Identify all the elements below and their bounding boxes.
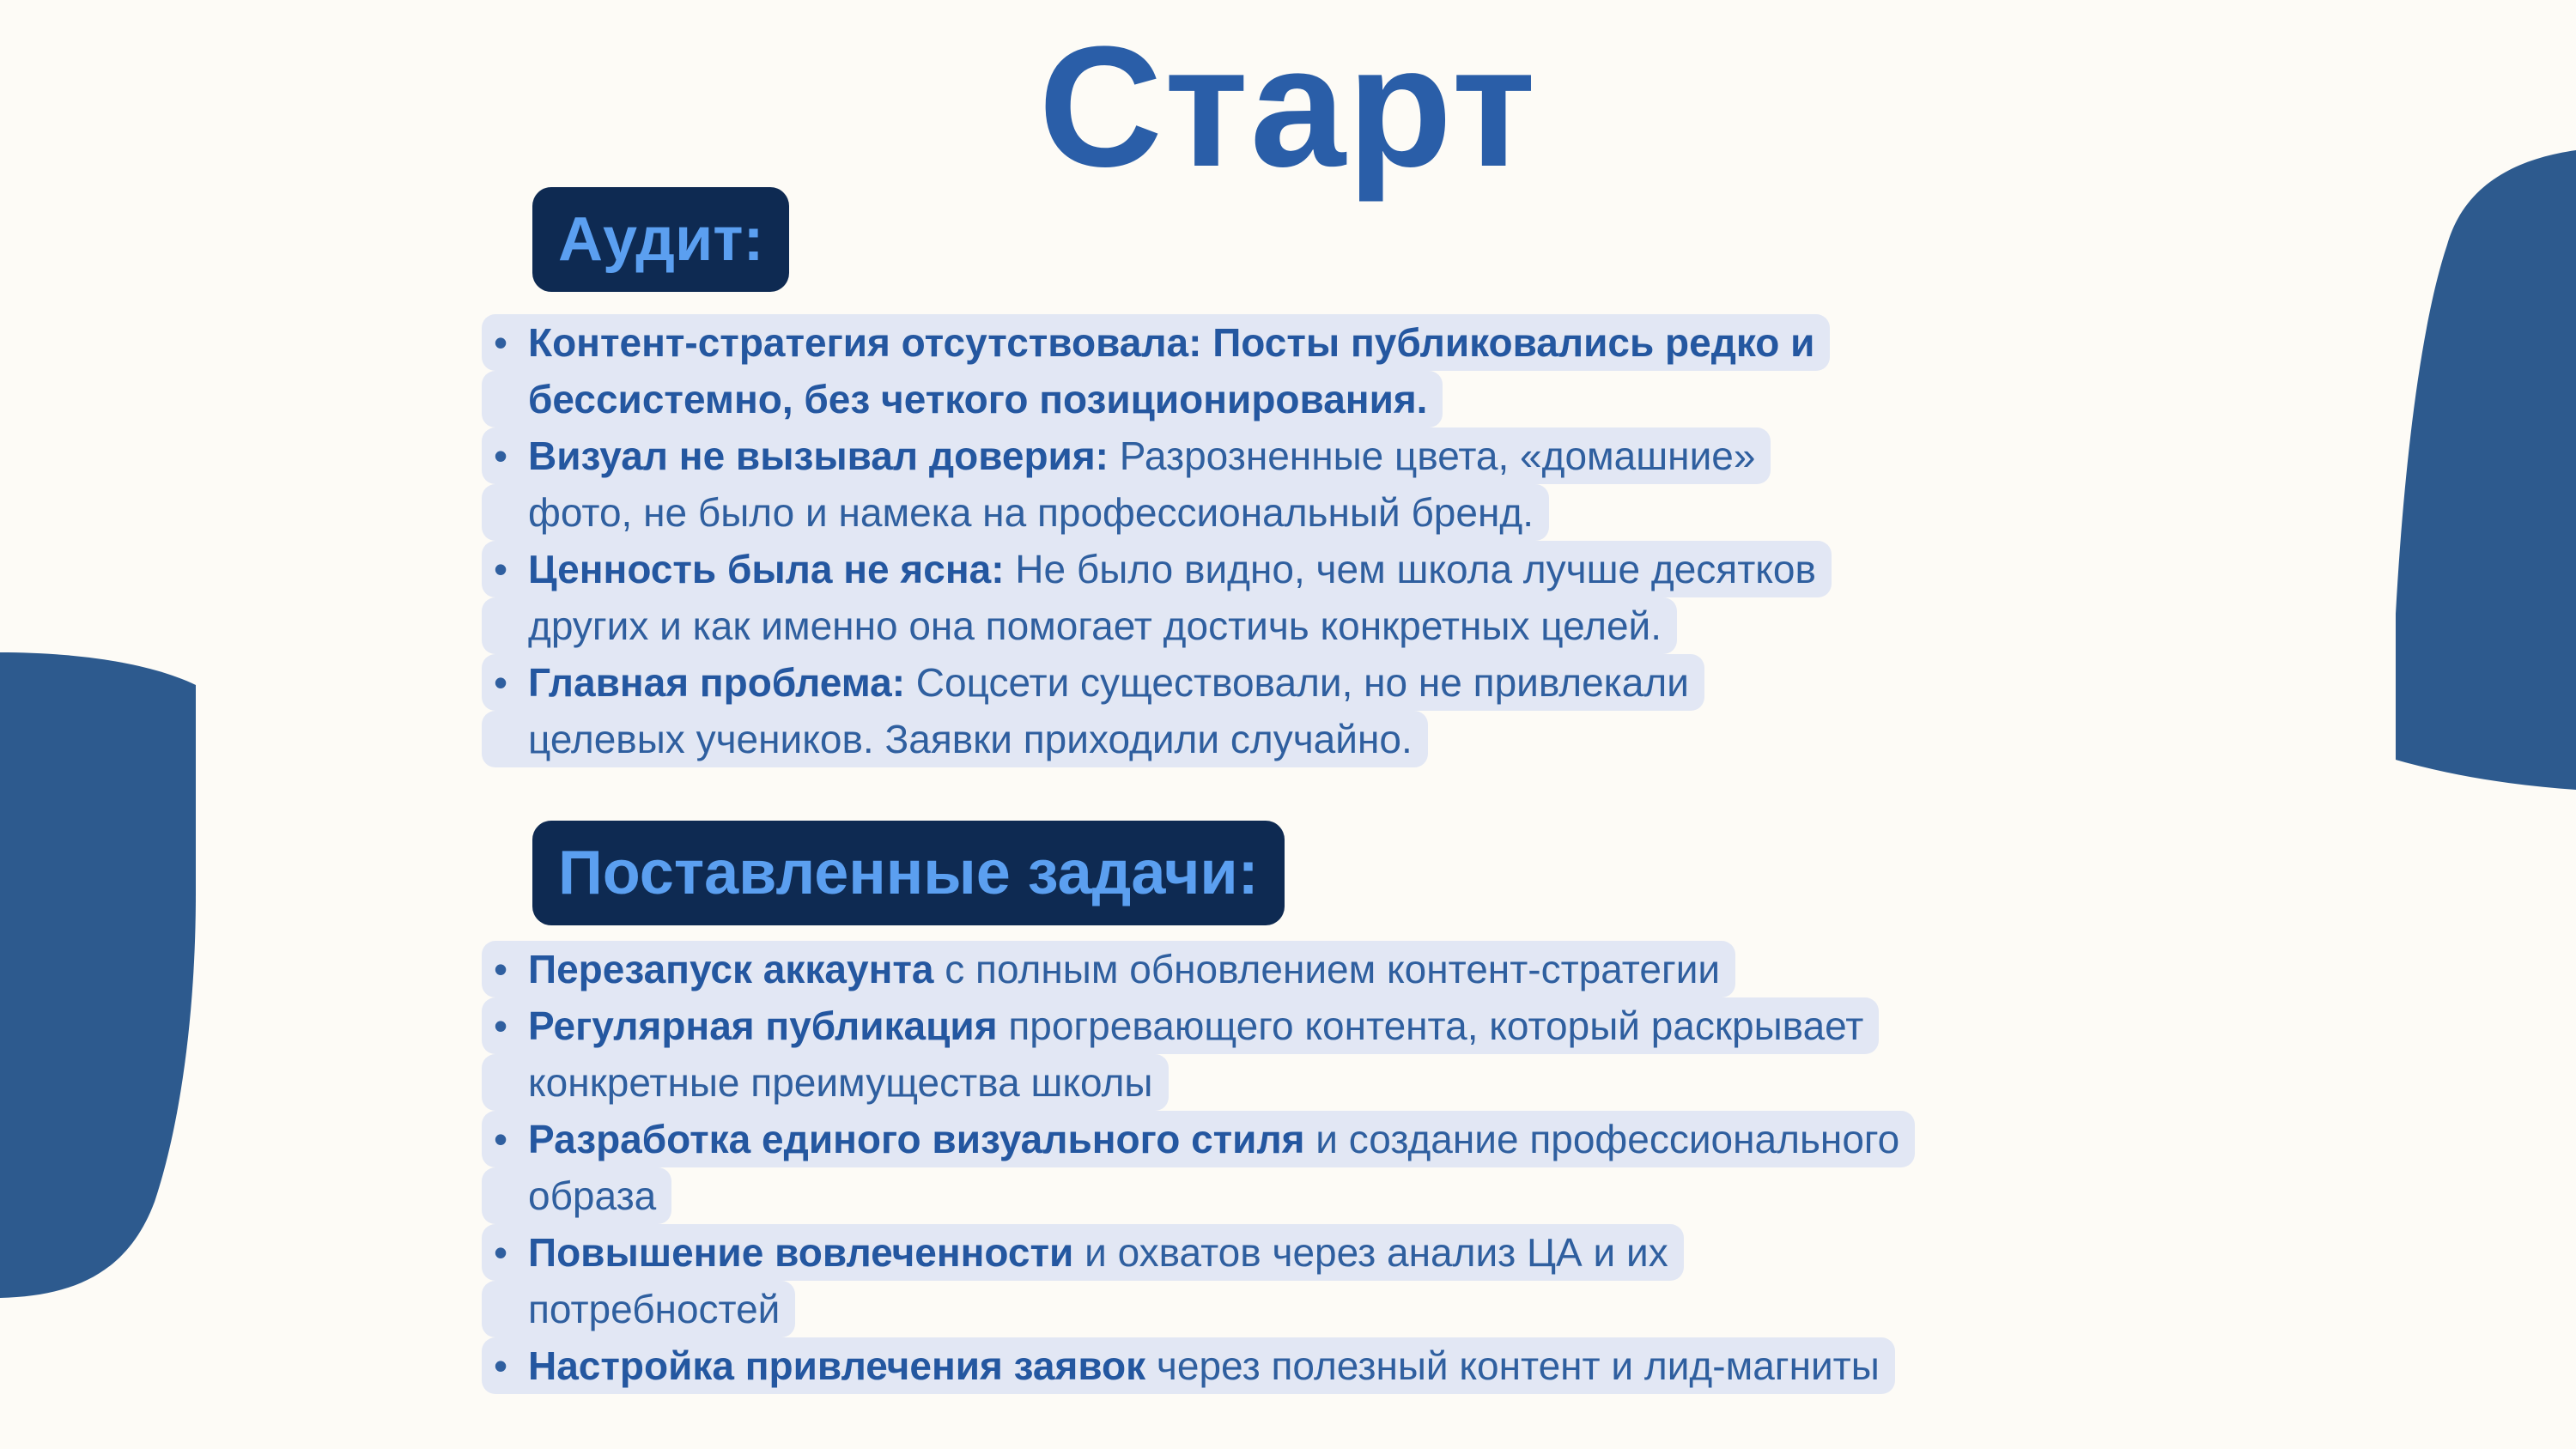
list-item	[494, 541, 1832, 597]
bullet-icon: •	[494, 660, 508, 705]
audit-list	[494, 314, 1832, 767]
item-bold: Перезапуск аккаунта	[528, 947, 934, 991]
list-item-continuation	[528, 484, 1832, 541]
list-item-continuation	[528, 371, 1832, 427]
decorative-shape-left	[0, 652, 206, 1305]
item-text: других и как именно она помогает достичь конкретных целей.	[528, 603, 1662, 648]
item-bold: Регулярная публикация	[528, 1003, 998, 1048]
bullet-icon: •	[494, 547, 508, 591]
bullet-icon: •	[494, 1003, 508, 1048]
item-bold: Настройка привлечения заявок	[528, 1343, 1146, 1388]
list-item-continuation	[528, 1281, 1915, 1337]
page-title: Старт	[1038, 11, 1538, 203]
bullet-icon: •	[494, 1117, 508, 1161]
bullet-icon: •	[494, 1230, 508, 1275]
list-item-continuation	[528, 1054, 1915, 1111]
item-text: с полным обновлением контент-стратегии	[933, 947, 1721, 991]
item-text: прогревающего контента, который раскрывает	[997, 1003, 1864, 1048]
bullet-icon: •	[494, 947, 508, 991]
item-bold: Главная проблема:	[528, 660, 906, 705]
list-item	[494, 314, 1832, 371]
item-bold: Разработка единого визуального стиля	[528, 1117, 1305, 1161]
audit-heading: Аудит:	[532, 187, 789, 292]
list-item	[494, 1111, 1915, 1167]
item-text: потребностей	[528, 1287, 781, 1331]
bullet-icon: •	[494, 320, 508, 365]
item-bold: Ценность была не ясна:	[528, 547, 1005, 591]
item-bold: бессистемно, без четкого позиционирования.	[528, 377, 1428, 421]
item-text: целевых учеников. Заявки приходили случайно.	[528, 717, 1413, 761]
bullet-icon: •	[494, 433, 508, 478]
bullet-icon: •	[494, 1343, 508, 1388]
item-text: и охватов через анализ ЦА и их	[1073, 1230, 1668, 1275]
list-item	[494, 654, 1832, 711]
list-item-continuation	[528, 1167, 1915, 1224]
tasks-list	[494, 941, 1915, 1394]
list-item-continuation	[528, 597, 1832, 654]
list-item	[494, 997, 1915, 1054]
item-text: Не было видно, чем школа лучше десятков	[1004, 547, 1816, 591]
list-item	[494, 941, 1915, 997]
list-item	[494, 427, 1832, 484]
decorative-shape-right	[2387, 150, 2576, 803]
item-bold: Повышение вовлеченности	[528, 1230, 1074, 1275]
item-text: фото, не было и намека на профессиональный бренд.	[528, 490, 1534, 535]
item-lead: Контент-стратегия отсутствовала:	[528, 320, 1213, 365]
item-text: образа	[528, 1173, 657, 1218]
item-text: конкретные преимущества школы	[528, 1060, 1153, 1105]
item-bold: Визуал не вызывал доверия:	[528, 433, 1109, 478]
item-text: Соцсети существовали, но не привлекали	[905, 660, 1689, 705]
item-text: и создание профессионального	[1304, 1117, 1900, 1161]
item-text: Разрозненные цвета, «домашние»	[1108, 433, 1756, 478]
item-bold: Посты публиковались редко и	[1212, 320, 1815, 365]
list-item	[494, 1224, 1915, 1281]
list-item-continuation	[528, 711, 1832, 767]
item-text: через полезный контент и лид-магниты	[1145, 1343, 1880, 1388]
tasks-heading: Поставленные задачи:	[532, 821, 1285, 925]
list-item	[494, 1337, 1915, 1394]
